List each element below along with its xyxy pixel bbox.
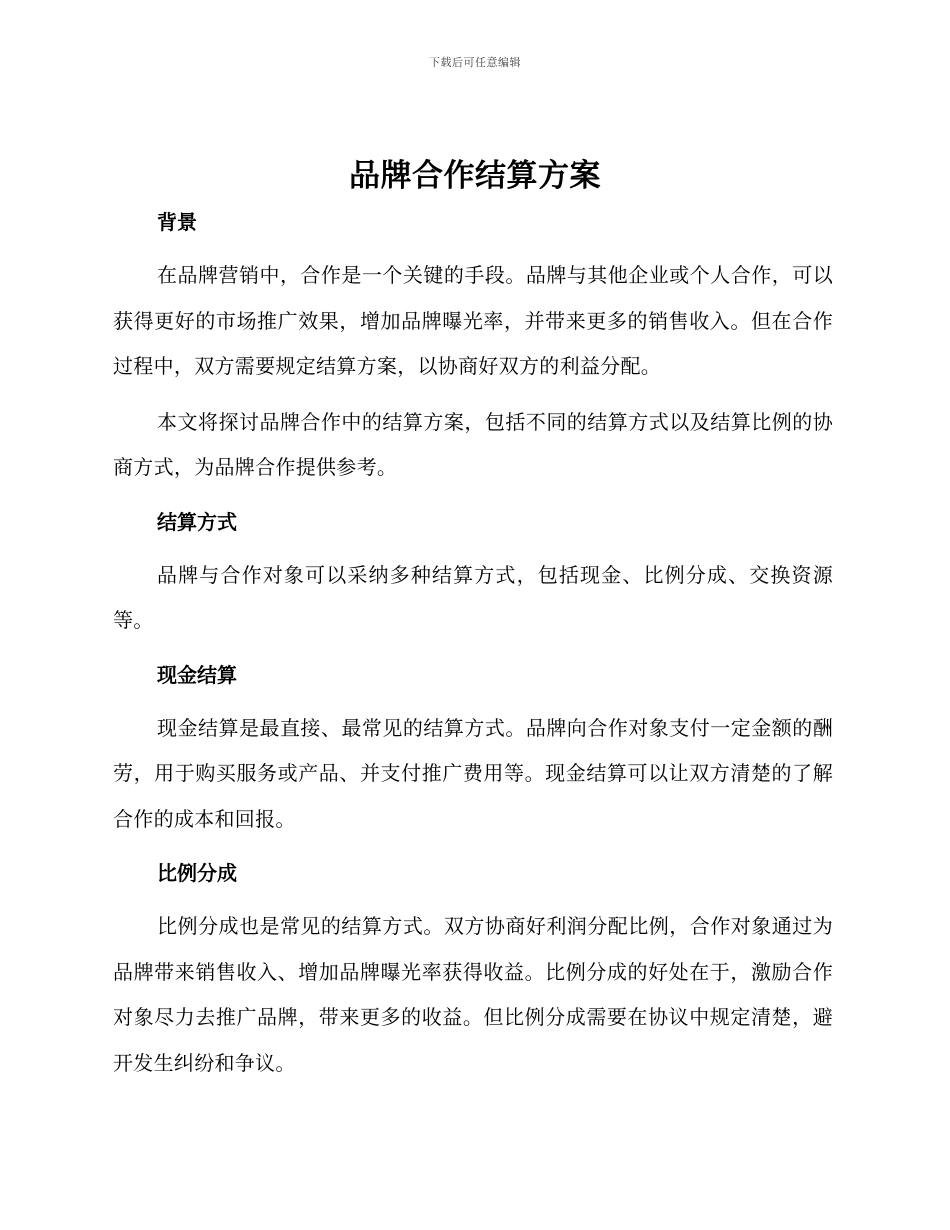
revenue-share-paragraph: 比例分成也是常见的结算方式。双方协商好利润分配比例，合作对象通过为品牌带来销售收入、增加品牌曝光率获得收益。比例分成的好处在于，激励合作对象尽力去推广品牌，带来更多的收益。但比例分成需要在协议中规定清楚，避开发生纠纷和争议。: [113, 914, 833, 1075]
settlement-methods-paragraph: 品牌与合作对象可以采纳多种结算方式，包括现金、比例分成、交换资源等。: [113, 562, 833, 632]
background-paragraph-1: 在品牌营销中，合作是一个关键的手段。品牌与其他企业或个人合作，可以获得更好的市场推广效果，增加品牌曝光率，并带来更多的销售收入。但在合作过程中，双方需要规定结算方案，以协商好双方的利益分配。: [113, 263, 833, 378]
document-title: 品牌合作结算方案: [349, 158, 601, 194]
cash-settlement-paragraph: 现金结算是最直接、最常见的结算方式。品牌向合作对象支付一定金额的酬劳，用于购买服务或产品、并支付推广费用等。现金结算可以让双方清楚的了解合作的成本和回报。: [113, 715, 833, 831]
page-header-note: 下载后可任意编辑: [429, 56, 521, 69]
section-heading-settlement-methods: 结算方式: [157, 509, 237, 534]
background-paragraph-2: 本文将探讨品牌合作中的结算方案，包括不同的结算方式以及结算比例的协商方式，为品牌合作提供参考。: [113, 409, 833, 479]
section-heading-background: 背景: [157, 210, 197, 234]
document-body: [113, 203, 833, 1086]
section-heading-revenue-share: 比例分成: [157, 861, 237, 885]
section-heading-cash-settlement: 现金结算: [157, 662, 237, 687]
